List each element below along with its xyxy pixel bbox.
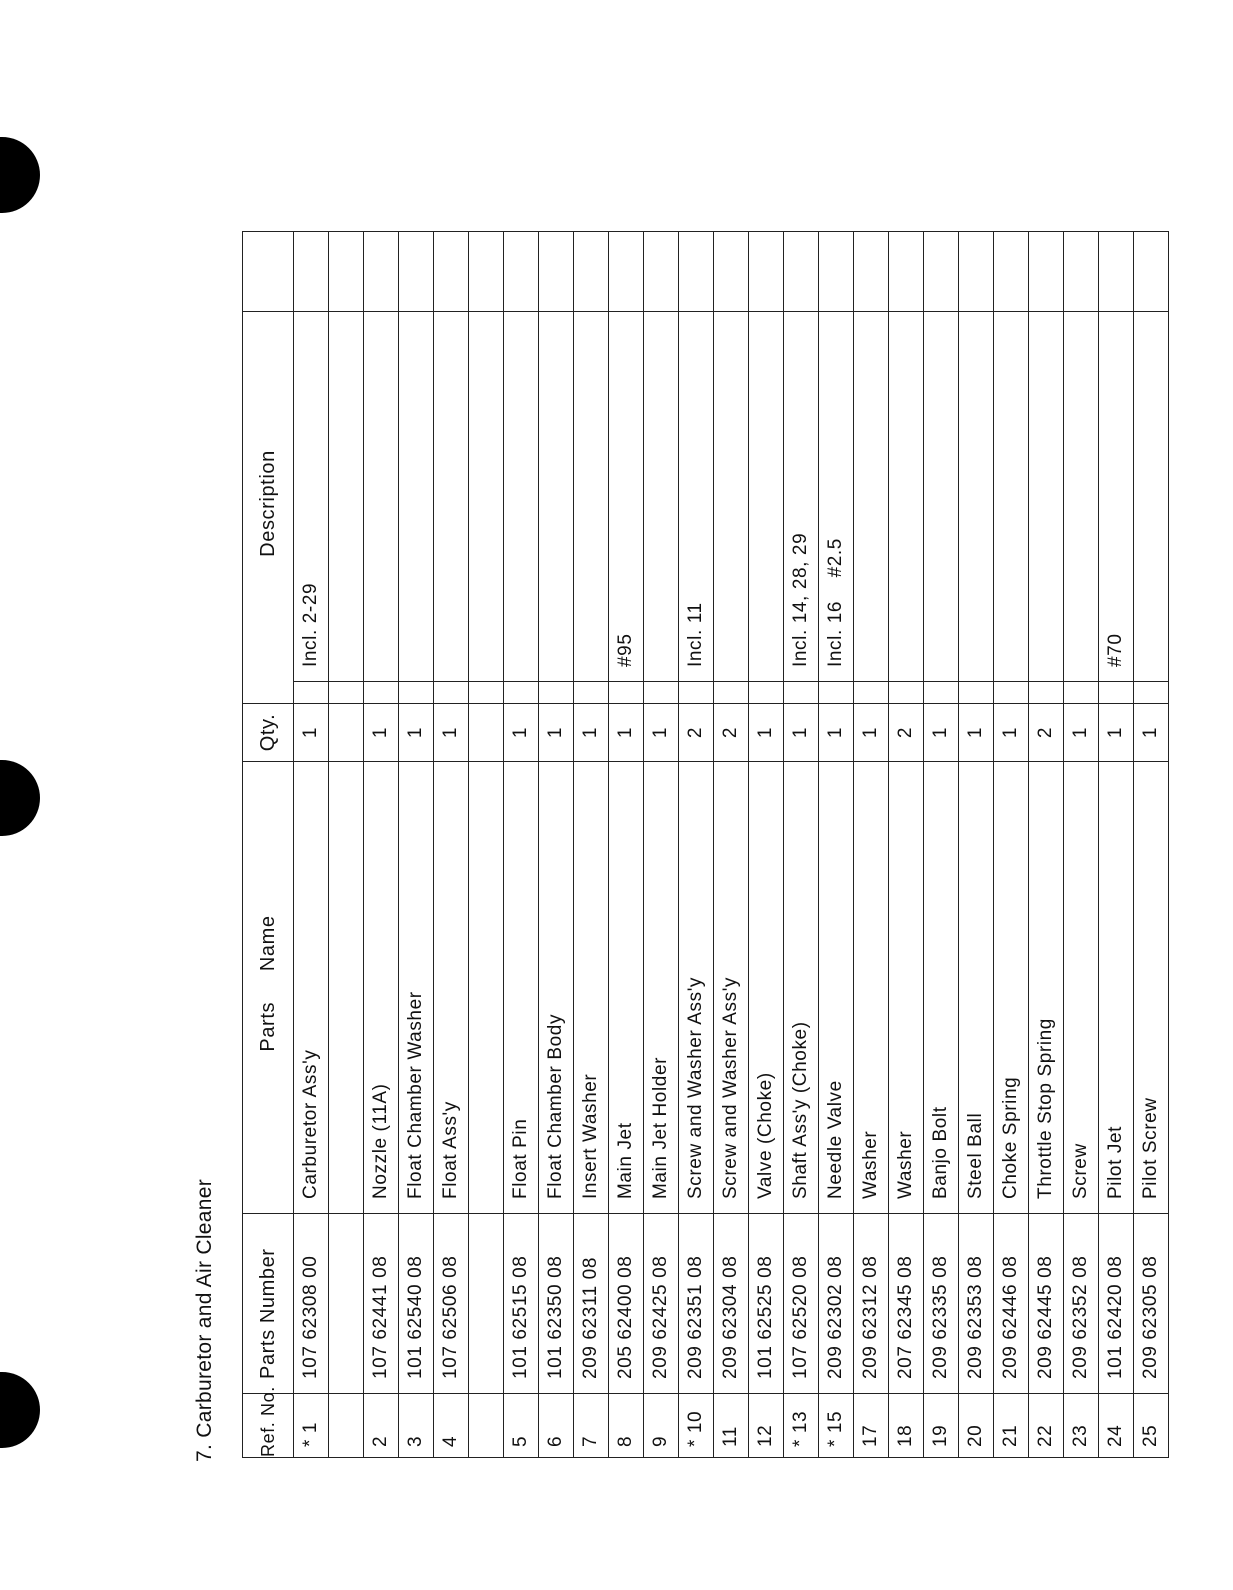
blank-cell xyxy=(434,682,469,704)
description-cell: #70 xyxy=(1099,311,1134,681)
table-row xyxy=(399,231,434,1457)
table-row xyxy=(644,231,679,1457)
qty-cell: 1 xyxy=(574,704,609,762)
description-cell: Incl. 14, 28, 29 xyxy=(784,311,819,681)
table-row xyxy=(679,231,714,1457)
description-cell xyxy=(959,311,994,681)
ref-cell: 2 xyxy=(364,1394,399,1458)
punch-hole-bottom xyxy=(0,1372,40,1448)
blank-cell xyxy=(329,682,364,704)
parts-number-cell: 207 62345 08 xyxy=(889,1214,924,1394)
parts-name-cell: Banjo Bolt xyxy=(924,762,959,1214)
qty-cell: 1 xyxy=(854,704,889,762)
extra-cell xyxy=(574,231,609,311)
qty-cell: 1 xyxy=(819,704,854,762)
extra-cell xyxy=(539,231,574,311)
qty-cell: 1 xyxy=(1099,704,1134,762)
blank-cell xyxy=(294,682,329,704)
blank-cell xyxy=(504,682,539,704)
table-row xyxy=(469,231,504,1457)
blank-cell xyxy=(609,682,644,704)
extra-cell xyxy=(364,231,399,311)
parts-number-cell: 209 62353 08 xyxy=(959,1214,994,1394)
extra-cell xyxy=(854,231,889,311)
parts-name-cell: Main Jet Holder xyxy=(644,762,679,1214)
qty-cell: 1 xyxy=(504,704,539,762)
blank-cell xyxy=(924,682,959,704)
parts-name-cell: Float Chamber Washer xyxy=(399,762,434,1214)
ref-cell: 4 xyxy=(434,1394,469,1458)
table-row xyxy=(504,231,539,1457)
ref-cell: 8 xyxy=(609,1394,644,1458)
parts-name-cell xyxy=(329,762,364,1214)
qty-cell: 2 xyxy=(1029,704,1064,762)
table-row xyxy=(1064,231,1099,1457)
ref-cell: * 15 xyxy=(819,1394,854,1458)
ref-cell: 18 xyxy=(889,1394,924,1458)
parts-number-cell xyxy=(469,1214,504,1394)
extra-cell xyxy=(1064,231,1099,311)
parts-name-cell: Screw xyxy=(1064,762,1099,1214)
description-cell xyxy=(434,311,469,681)
description-cell xyxy=(399,311,434,681)
description-cell xyxy=(889,311,924,681)
extra-cell xyxy=(924,231,959,311)
parts-name-cell: Needle Valve xyxy=(819,762,854,1214)
blank-cell xyxy=(539,682,574,704)
ref-cell: * 13 xyxy=(784,1394,819,1458)
header-qty: Qty. xyxy=(243,704,294,762)
parts-name-cell: Washer xyxy=(854,762,889,1214)
ref-cell: 11 xyxy=(714,1394,749,1458)
rotated-sheet xyxy=(185,232,1161,1462)
extra-cell xyxy=(959,231,994,311)
description-cell: Incl. 2-29 xyxy=(294,311,329,681)
qty-cell: 1 xyxy=(399,704,434,762)
ref-cell: 17 xyxy=(854,1394,889,1458)
parts-number-cell: 209 62445 08 xyxy=(1029,1214,1064,1394)
parts-number-cell: 107 62308 00 xyxy=(294,1214,329,1394)
parts-number-cell: 101 62420 08 xyxy=(1099,1214,1134,1394)
ref-cell xyxy=(329,1394,364,1458)
extra-cell xyxy=(889,231,924,311)
parts-number-cell: 209 62312 08 xyxy=(854,1214,889,1394)
blank-cell xyxy=(819,682,854,704)
parts-number-cell: 209 62352 08 xyxy=(1064,1214,1099,1394)
extra-cell xyxy=(1099,231,1134,311)
parts-name-cell: Nozzle (11A) xyxy=(364,762,399,1214)
extra-cell xyxy=(679,231,714,311)
parts-number-cell: 101 62515 08 xyxy=(504,1214,539,1394)
extra-cell xyxy=(749,231,784,311)
ref-cell: 12 xyxy=(749,1394,784,1458)
parts-name-cell: Valve (Choke) xyxy=(749,762,784,1214)
qty-cell xyxy=(329,704,364,762)
parts-number-cell: 209 62351 08 xyxy=(679,1214,714,1394)
parts-name-cell: Screw and Washer Ass'y xyxy=(714,762,749,1214)
blank-cell xyxy=(399,682,434,704)
parts-number-cell: 209 62446 08 xyxy=(994,1214,1029,1394)
parts-number-cell: 101 62350 08 xyxy=(539,1214,574,1394)
blank-cell xyxy=(1134,682,1169,704)
description-cell xyxy=(714,311,749,681)
description-cell: #95 xyxy=(609,311,644,681)
parts-name-cell: Float Pin xyxy=(504,762,539,1214)
ref-cell: * 10 xyxy=(679,1394,714,1458)
blank-cell xyxy=(994,682,1029,704)
blank-cell xyxy=(679,682,714,704)
extra-cell xyxy=(469,231,504,311)
qty-cell: 1 xyxy=(644,704,679,762)
ref-cell: 7 xyxy=(574,1394,609,1458)
table-row xyxy=(714,231,749,1457)
table-row xyxy=(434,231,469,1457)
blank-cell xyxy=(854,682,889,704)
qty-cell xyxy=(469,704,504,762)
extra-cell xyxy=(399,231,434,311)
description-cell xyxy=(539,311,574,681)
table-row xyxy=(364,231,399,1457)
table-row xyxy=(784,231,819,1457)
extra-cell xyxy=(784,231,819,311)
qty-cell: 1 xyxy=(994,704,1029,762)
ref-cell: 3 xyxy=(399,1394,434,1458)
header-extra-column xyxy=(243,231,294,311)
ref-cell: 9 xyxy=(644,1394,679,1458)
blank-cell xyxy=(784,682,819,704)
extra-cell xyxy=(434,231,469,311)
qty-cell: 1 xyxy=(959,704,994,762)
table-row xyxy=(749,231,784,1457)
qty-cell: 1 xyxy=(539,704,574,762)
blank-cell xyxy=(959,682,994,704)
table-row xyxy=(924,231,959,1457)
description-cell xyxy=(1134,311,1169,681)
parts-name-cell xyxy=(469,762,504,1214)
extra-cell xyxy=(644,231,679,311)
parts-name-cell: Float Chamber Body xyxy=(539,762,574,1214)
table-row xyxy=(539,231,574,1457)
parts-table-body xyxy=(294,231,1169,1457)
qty-cell: 1 xyxy=(294,704,329,762)
parts-name-cell: Steel Ball xyxy=(959,762,994,1214)
ref-cell: * 1 xyxy=(294,1394,329,1458)
ref-cell: 25 xyxy=(1134,1394,1169,1458)
parts-name-cell: Pilot Jet xyxy=(1099,762,1134,1214)
parts-number-cell: 209 62305 08 xyxy=(1134,1214,1169,1394)
table-row xyxy=(994,231,1029,1457)
ref-cell: 19 xyxy=(924,1394,959,1458)
parts-name-cell: Washer xyxy=(889,762,924,1214)
ref-cell: 23 xyxy=(1064,1394,1099,1458)
page-title: 7. Carburetor and Air Cleaner xyxy=(193,1178,216,1462)
punch-hole-top xyxy=(0,137,40,213)
qty-cell: 2 xyxy=(889,704,924,762)
table-row xyxy=(1099,231,1134,1457)
ref-cell: 24 xyxy=(1099,1394,1134,1458)
description-cell: Incl. 16 #2.5 xyxy=(819,311,854,681)
parts-name-cell: Main Jet xyxy=(609,762,644,1214)
description-cell xyxy=(854,311,889,681)
punch-hole-middle xyxy=(0,760,40,836)
table-row xyxy=(609,231,644,1457)
ref-cell: 20 xyxy=(959,1394,994,1458)
description-cell xyxy=(1029,311,1064,681)
table-row xyxy=(329,231,364,1457)
extra-cell xyxy=(1029,231,1064,311)
description-cell xyxy=(574,311,609,681)
blank-cell xyxy=(644,682,679,704)
description-cell: Incl. 11 xyxy=(679,311,714,681)
parts-number-cell: 101 62525 08 xyxy=(749,1214,784,1394)
extra-cell xyxy=(504,231,539,311)
header-description: Description xyxy=(243,311,294,703)
parts-number-cell: 209 62304 08 xyxy=(714,1214,749,1394)
parts-number-cell: 209 62335 08 xyxy=(924,1214,959,1394)
table-row xyxy=(959,231,994,1457)
parts-number-cell: 107 62506 08 xyxy=(434,1214,469,1394)
table-row xyxy=(1134,231,1169,1457)
qty-cell: 1 xyxy=(749,704,784,762)
description-cell xyxy=(469,311,504,681)
parts-name-cell: Float Ass'y xyxy=(434,762,469,1214)
qty-cell: 2 xyxy=(714,704,749,762)
table-header-row xyxy=(243,231,294,1457)
parts-number-cell: 107 62520 08 xyxy=(784,1214,819,1394)
extra-cell xyxy=(1134,231,1169,311)
blank-cell xyxy=(1064,682,1099,704)
table-row xyxy=(1029,231,1064,1457)
ref-cell: 22 xyxy=(1029,1394,1064,1458)
extra-cell xyxy=(294,231,329,311)
blank-cell xyxy=(574,682,609,704)
qty-cell: 2 xyxy=(679,704,714,762)
blank-cell xyxy=(749,682,784,704)
qty-cell: 1 xyxy=(924,704,959,762)
description-cell xyxy=(1064,311,1099,681)
blank-cell xyxy=(1099,682,1134,704)
description-cell xyxy=(994,311,1029,681)
parts-name-cell: Throttle Stop Spring xyxy=(1029,762,1064,1214)
blank-cell xyxy=(889,682,924,704)
blank-cell xyxy=(714,682,749,704)
qty-cell: 1 xyxy=(609,704,644,762)
parts-table xyxy=(242,231,1169,1458)
table-row xyxy=(294,231,329,1457)
header-parts-number: Parts Number xyxy=(243,1214,294,1394)
blank-cell xyxy=(1029,682,1064,704)
extra-cell xyxy=(329,231,364,311)
qty-cell: 1 xyxy=(434,704,469,762)
table-row xyxy=(819,231,854,1457)
extra-cell xyxy=(714,231,749,311)
parts-name-cell: Pilot Screw xyxy=(1134,762,1169,1214)
description-cell xyxy=(364,311,399,681)
header-parts-name: Parts Name xyxy=(243,762,294,1214)
qty-cell: 1 xyxy=(1064,704,1099,762)
blank-cell xyxy=(469,682,504,704)
qty-cell: 1 xyxy=(784,704,819,762)
parts-name-cell: Shaft Ass'y (Choke) xyxy=(784,762,819,1214)
ref-cell: 6 xyxy=(539,1394,574,1458)
extra-cell xyxy=(994,231,1029,311)
qty-cell: 1 xyxy=(364,704,399,762)
parts-number-cell: 101 62540 08 xyxy=(399,1214,434,1394)
qty-cell: 1 xyxy=(1134,704,1169,762)
extra-cell xyxy=(819,231,854,311)
parts-name-cell: Carburetor Ass'y xyxy=(294,762,329,1214)
ref-cell xyxy=(469,1394,504,1458)
description-cell xyxy=(644,311,679,681)
description-cell xyxy=(329,311,364,681)
table-row xyxy=(854,231,889,1457)
table-row xyxy=(889,231,924,1457)
parts-name-cell: Screw and Washer Ass'y xyxy=(679,762,714,1214)
parts-number-cell: 107 62441 08 xyxy=(364,1214,399,1394)
parts-number-cell: 209 62302 08 xyxy=(819,1214,854,1394)
ref-cell: 21 xyxy=(994,1394,1029,1458)
ref-cell: 5 xyxy=(504,1394,539,1458)
blank-cell xyxy=(364,682,399,704)
description-cell xyxy=(924,311,959,681)
parts-number-cell: 209 62425 08 xyxy=(644,1214,679,1394)
table-row xyxy=(574,231,609,1457)
description-cell xyxy=(749,311,784,681)
parts-number-cell xyxy=(329,1214,364,1394)
parts-number-cell: 205 62400 08 xyxy=(609,1214,644,1394)
extra-cell xyxy=(609,231,644,311)
description-cell xyxy=(504,311,539,681)
parts-name-cell: Choke Spring xyxy=(994,762,1029,1214)
parts-name-cell: Insert Washer xyxy=(574,762,609,1214)
parts-number-cell: 209 62311 08 xyxy=(574,1214,609,1394)
header-ref-no: Ref. No. xyxy=(243,1394,294,1458)
